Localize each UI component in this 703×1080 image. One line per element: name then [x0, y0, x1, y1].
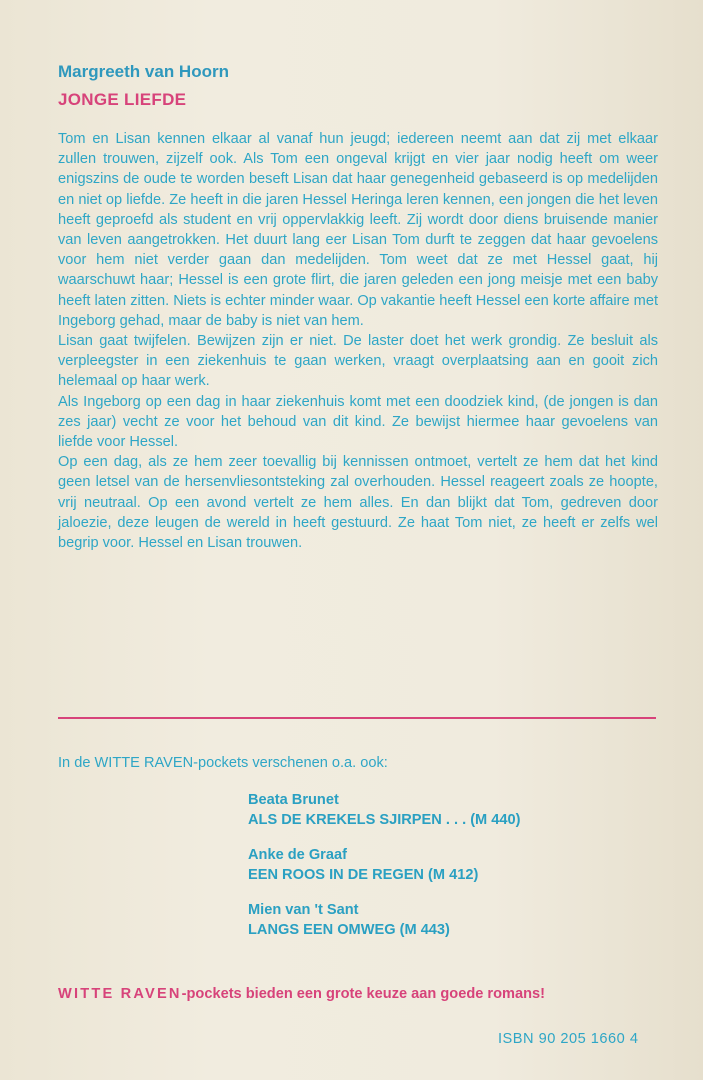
series-brand: WITTE RAVEN [58, 986, 182, 1002]
series-book [248, 900, 520, 940]
series-book-title: ALS DE KREKELS SJIRPEN . . . (M 440) [248, 812, 521, 828]
book-title: JONGE LIEFDE [58, 90, 187, 109]
series-slogan [58, 986, 545, 1002]
divider [58, 717, 656, 719]
series-book-author: Beata Brunet [248, 792, 339, 808]
blurb-paragraph: Als Ingeborg op een dag in haar ziekenhuis komt met een doodziek kind, (de jongen is dan zes jaar) vecht ze voor het behoud van dit kind. Ze bewijst hiermee haar gevoelens van liefde voor Hessel. [58, 393, 658, 451]
blurb-paragraph: Op een dag, als ze hem zeer toevallig bij kennissen ontmoet, vertelt ze hem dat het kind geen letsel van de hersenvliesontsteking zal overhouden. Hessel reageert zoals ze hoopte, vrij neutraal. Op een avond vertelt ze hem alles. En dan blijkt dat Tom, gedreven door jaloezie, deze leugen de wereld in heeft gestuurd. Ze haat Tom niet, ze heeft er zelfs wel begrip voor. Hessel en Lisan trouwen. [58, 454, 658, 552]
isbn: ISBN 90 205 1660 4 [498, 1031, 639, 1047]
series-book-title: LANGS EEN OMWEG (M 443) [248, 922, 450, 938]
author-name: Margreeth van Hoorn [58, 62, 229, 81]
series-book-author: Anke de Graaf [248, 847, 347, 863]
blurb-paragraph: Lisan gaat twijfelen. Bewijzen zijn er niet. De laster doet het werk grondig. Ze besluit als verpleegster in een ziekenhuis te gaan werken, vraagt overplaatsing aan en gooit zich helemaal op haar werk. [58, 333, 658, 390]
series-book [248, 845, 520, 885]
slogan-text: -pockets bieden een grote keuze aan goede romans! [181, 986, 545, 1002]
series-book-title: EEN ROOS IN DE REGEN (M 412) [248, 867, 479, 883]
series-book [248, 790, 520, 830]
series-book-author: Mien van 't Sant [248, 902, 359, 918]
blurb [58, 129, 658, 553]
series-intro: In de WITTE RAVEN-pockets verschenen o.a. ook: [58, 755, 388, 771]
blurb-paragraph: Tom en Lisan kennen elkaar al vanaf hun jeugd; iedereen neemt aan dat zij met elkaar zullen trouwen, zijzelf ook. Als Tom een ongeval krijgt en vier jaar nodig heeft om weer enigszins de oude te worden beseft Lisan dat haar genegenheid gebaseerd is op medelijden en niet op liefde. Ze heeft in die jaren Hessel Heringa leren kennen, een jongen die het leven heeft geproefd als student en vrij oppervlakkig leeft. Zij wordt door diens bruisende manier van leven aangetrokken. Het duurt lang eer Lisan Tom durft te zeggen dat haar gevoelens voor hem niet verder gaan dan medelijden. Tom weet dat ze met Hessel gaat, hij waarschuwt haar; Hessel is een grote flirt, die jaren geleden een jong meisje met een baby heeft laten zitten. Niets is echter minder waar. Op vakantie heeft Hessel een korte affaire met Ingeborg gehad, maar de baby is niet van hem. [58, 131, 659, 329]
series-book-list [248, 790, 520, 955]
